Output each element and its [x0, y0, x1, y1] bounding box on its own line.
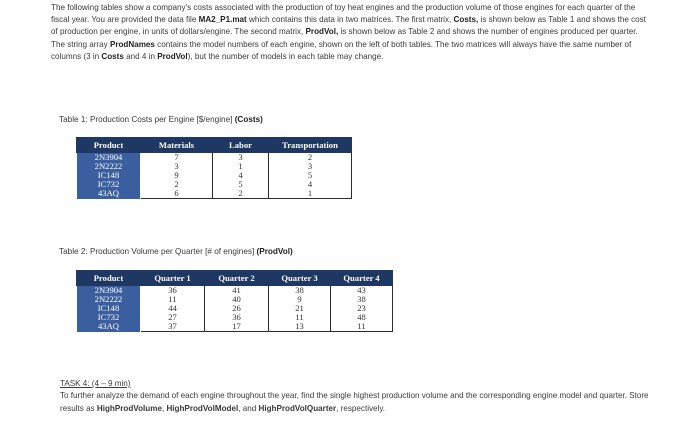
- value-cell: 36: [205, 313, 269, 322]
- value-cell: 2: [213, 189, 269, 199]
- column-header: Quarter 4: [331, 271, 393, 286]
- task-text: To further analyze the demand of each engine throughout the year, find the single highest production volume and the corresponding engine model and quarter. Store results as: [60, 391, 649, 413]
- var-high-prod-vol-quarter: HighProdVolQuarter: [258, 403, 337, 413]
- value-cell: 3: [141, 162, 213, 171]
- prodvol-term: ProdVol,: [305, 27, 339, 37]
- table2-caption: [59, 247, 293, 256]
- table-header-row: [77, 138, 352, 153]
- table-row: [77, 189, 352, 199]
- table1-caption-text: Table 1: Production Costs per Engine [$/engine]: [59, 115, 235, 124]
- value-cell: 37: [141, 322, 205, 332]
- product-name-cell: 2N2222: [77, 295, 141, 304]
- value-cell: 11: [141, 295, 205, 304]
- intro-text: which contains this data in two matrices. The first matrix,: [246, 15, 454, 25]
- task-section: [60, 378, 660, 415]
- table1-caption: [59, 115, 263, 124]
- value-cell: 41: [205, 286, 269, 296]
- value-cell: 11: [331, 322, 393, 332]
- var-high-prod-vol-model: HighProdVolModel: [166, 403, 239, 413]
- costs-term: Costs: [101, 51, 124, 61]
- prodvol-term: ProdVol: [157, 51, 188, 61]
- var-high-prod-volume: HighProdVolume: [96, 403, 162, 413]
- task-text: ,: [161, 403, 167, 413]
- column-header: Quarter 1: [141, 271, 205, 286]
- intro-text: ), but the number of models in each table may change.: [187, 51, 384, 61]
- intro-text: and 4 in: [123, 51, 158, 61]
- value-cell: 4: [213, 171, 269, 180]
- intro-text: is shown below as Table 2 and shows the number of engines produced per quarter. The string array: [51, 27, 638, 49]
- value-cell: 44: [141, 304, 205, 313]
- product-name-cell: IC732: [77, 180, 141, 189]
- value-cell: 38: [269, 286, 331, 296]
- prodnames-term: ProdNames: [109, 39, 155, 49]
- table-row: [77, 322, 393, 332]
- value-cell: 1: [269, 189, 352, 199]
- task-text: , respectively.: [336, 403, 386, 413]
- value-cell: 1: [213, 162, 269, 171]
- intro-text: is shown below as Table 1 and shows the cost of production per engine, in units of dollars/engine. The second matrix,: [51, 15, 646, 37]
- intro-text: The following tables show a company's costs associated with the production of toy heat engines and the production volume of those engines for each quarter of the fiscal year. You are provided the data file: [51, 3, 636, 25]
- column-header: Materials: [141, 138, 213, 153]
- product-name-cell: 43AQ: [77, 322, 141, 332]
- table1-caption-var: (Costs): [234, 115, 263, 124]
- value-cell: 36: [141, 286, 205, 296]
- value-cell: 4: [269, 180, 352, 189]
- table2-caption-var: (ProdVol): [256, 247, 293, 256]
- product-name-cell: IC148: [77, 304, 141, 313]
- value-cell: 5: [269, 171, 352, 180]
- value-cell: 9: [141, 171, 213, 180]
- product-name-cell: 2N2222: [77, 162, 141, 171]
- value-cell: 23: [331, 304, 393, 313]
- table2-caption-text: Table 2: Production Volume per Quarter [# of engines]: [59, 247, 257, 256]
- task-label: TASK 4: (4 – 9 min): [60, 379, 131, 388]
- costs-term: Costs,: [453, 15, 479, 25]
- column-header: Product: [77, 138, 141, 153]
- value-cell: 40: [205, 295, 269, 304]
- product-name-cell: IC148: [77, 171, 141, 180]
- task-text: , and: [238, 403, 259, 413]
- value-cell: 21: [269, 304, 331, 313]
- column-header: Product: [77, 271, 141, 286]
- task-description: [60, 390, 660, 415]
- value-cell: 7: [141, 153, 213, 163]
- column-header: Labor: [213, 138, 269, 153]
- product-name-cell: 43AQ: [77, 189, 141, 199]
- product-name-cell: 2N3904: [77, 286, 141, 296]
- product-name-cell: 2N3904: [77, 153, 141, 163]
- value-cell: 2: [269, 153, 352, 163]
- value-cell: 3: [213, 153, 269, 163]
- value-cell: 26: [205, 304, 269, 313]
- value-cell: 11: [269, 313, 331, 322]
- value-cell: 43: [331, 286, 393, 296]
- file-name: MA2_P1.mat: [198, 15, 247, 25]
- product-name-cell: IC732: [77, 313, 141, 322]
- column-header: Transportation: [269, 138, 352, 153]
- value-cell: 27: [141, 313, 205, 322]
- value-cell: 9: [269, 295, 331, 304]
- column-header: Quarter 3: [269, 271, 331, 286]
- value-cell: 17: [205, 322, 269, 332]
- production-costs-table: [76, 137, 352, 199]
- intro-text: contains the model numbers of each engine, shown on the left of both tables. The two matrices will always have the same number of columns (3 in: [51, 39, 632, 61]
- value-cell: 6: [141, 189, 213, 199]
- value-cell: 3: [269, 162, 352, 171]
- production-volume-table: [76, 270, 393, 332]
- value-cell: 2: [141, 180, 213, 189]
- value-cell: 5: [213, 180, 269, 189]
- value-cell: 48: [331, 313, 393, 322]
- value-cell: 38: [331, 295, 393, 304]
- value-cell: 13: [269, 322, 331, 332]
- table-header-row: [77, 271, 393, 286]
- intro-paragraph: [51, 2, 651, 63]
- column-header: Quarter 2: [205, 271, 269, 286]
